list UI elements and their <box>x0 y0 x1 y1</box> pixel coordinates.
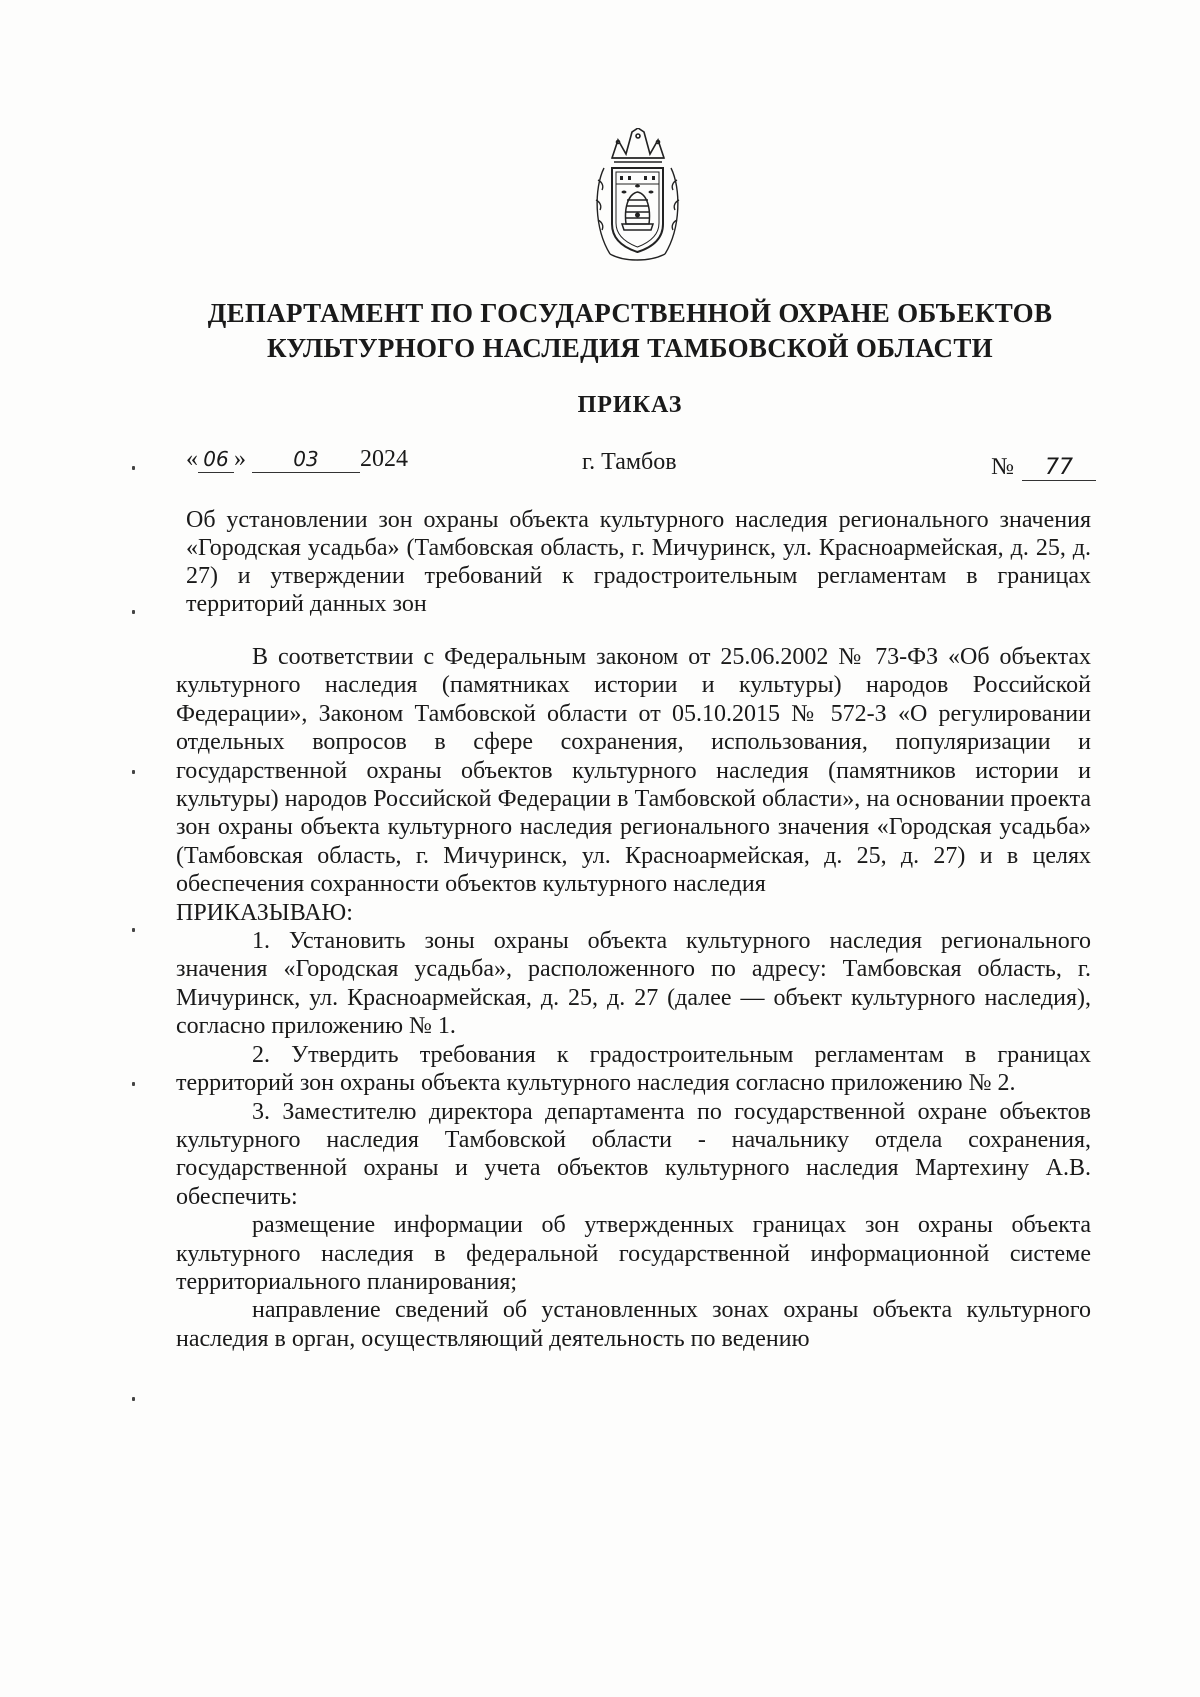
scan-mark <box>132 610 135 614</box>
department-title-line2: КУЛЬТУРНОГО НАСЛЕДИЯ ТАМБОВСКОЙ ОБЛАСТИ <box>267 333 993 363</box>
number-value: 77 <box>1022 455 1096 481</box>
order-item-3: 3. Заместителю директора департамента по государственной охране объектов культурного наследия Тамбовской области - начальнику отдела сохранения, государственной охраны и учета объектов культурного наследия Мартехину А.В. обеспечить: <box>176 1098 1091 1210</box>
scan-mark <box>132 466 135 470</box>
department-title-line1: ДЕПАРТАМЕНТ ПО ГОСУДАРСТВЕННОЙ ОХРАНЕ ОБЪЕКТОВ <box>207 298 1053 328</box>
order-subject: Об установлении зон охраны объекта культурного наследия регионального значения «Городская усадьба» (Тамбовская область, г. Мичуринск, ул. Красноармейская, д. 25, д. 27) и утверждении требований к градостроительным регламентам в границах территорий данных зон <box>186 507 1091 617</box>
scan-mark <box>132 1082 135 1086</box>
order-title: ПРИКАЗ <box>577 392 683 418</box>
date-month: 03 <box>252 447 360 473</box>
date-close-quote: » <box>234 446 246 472</box>
date-open-quote: « <box>186 446 198 472</box>
coat-of-arms-icon <box>590 128 685 266</box>
city: г. Тамбов <box>582 449 677 475</box>
preamble-paragraph: В соответствии с Федеральным законом от 25.06.2002 № 73-ФЗ «Об объектах культурного наследия (памятниках истории и культуры) народов Российской Федерации», Законом Тамбовской области от 05.10.2015 № 572-З «О регулировании отдельных вопросов в сфере сохранения, использования, популяризации и государственной охраны объектов культурного наследия (памятников истории и культуры) народов Российской Федерации в Тамбовской области», на основании проекта зон охраны объекта культурного наследия регионального значения «Городская усадьба» (Тамбовская область, г. Мичуринск, ул. Красноармейская, д. 25, д. 27) и в целях обеспечения сохранности объектов культурного наследия <box>176 644 1091 898</box>
scan-mark <box>132 1397 135 1401</box>
date-row <box>186 446 1096 486</box>
scan-mark <box>132 770 135 774</box>
department-title <box>150 296 1110 366</box>
order-item-3-subitem-1: размещение информации об утвержденных границах зон охраны объекта культурного наследия в федеральной государственной информационной системе территориального планирования; <box>176 1212 1091 1295</box>
order-number <box>991 454 1096 481</box>
date-day: 06 <box>198 447 234 473</box>
order-word: ПРИКАЗЫВАЮ: <box>176 899 353 926</box>
scan-mark <box>132 928 135 932</box>
order-body <box>176 643 1091 1353</box>
order-item-2: 2. Утвердить требования к градостроительным регламентам в границах территорий зон охраны объекта культурного наследия согласно приложению № 2. <box>176 1041 1091 1097</box>
number-label: № <box>991 454 1014 480</box>
date-year: 2024 <box>360 446 408 472</box>
order-item-1: 1. Установить зоны охраны объекта культурного наследия регионального значения «Городская усадьба», расположенного по адресу: Тамбовская область, г. Мичуринск, ул. Красноармейская, д. 25, д. 27 (далее — объект культурного наследия), согласно приложению № 1. <box>176 928 1091 1040</box>
order-item-3-subitem-2: направление сведений об установленных зонах охраны объекта культурного наследия в орган, осуществляющий деятельность по ведению <box>176 1297 1091 1352</box>
order-date <box>186 446 408 473</box>
